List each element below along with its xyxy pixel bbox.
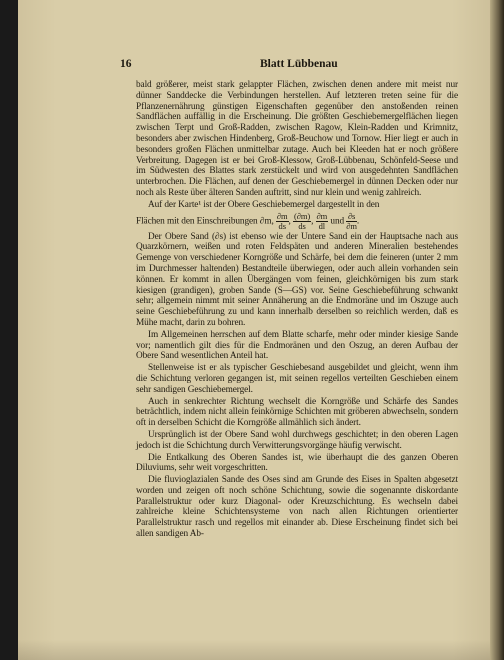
page-bottom-shadow [18, 640, 490, 660]
paragraph: bald größerer, meist stark gelappter Flächen, zwischen denen andere mit meist nur dünner Sanddecke die Verbindungen herstellen. Auf letzteren treten seine für die Pflanzenernährung günstigen Eigenschaften gegenüber den anstoßenden reinen Sandflächen auffällig in die Erscheinung. Die größten Geschiebemergelflächen liegen zwischen Terpt und Groß-Radden, zwischen Ragow, Klein-Radden und Krimnitz, besonders aber zwischen Hindenberg, Groß-Beuchow und Tornow. Hier liegt er auch in besonders großen Flächen unmittelbar zutage. Auch bei Kleeden hat er noch größere Verbreitung. Dagegen ist er bei Groß-Klessow, Groß-Lübbenau, Schönfeld-Seese und im Südwesten des Blattes stark zerstückelt und wird von ausgedehnten Sandflächen unterbrochen. Die Flächen, auf denen der Geschiebemergel in dünnen Decken oder nur noch als Reste über älteren Sanden auftritt, sind nur klein und wenig zahlreich. [136, 80, 458, 198]
fraction: $\frac{\partial m}{dl}$ [316, 210, 328, 231]
running-header [120, 58, 460, 74]
fraction: $\frac{(\partial m)}{ds}$ [294, 210, 311, 231]
fraction: $\frac{\partial m}{ds}$ [276, 210, 288, 231]
formula-line: Flächen mit den Einschreibungen ∂m, $\frac{\partial m}{ds}$ , $\frac{(\partial m)}{ds}$ , $\frac{\partial m}{dl}$ und $\frac{\partial s}{\partial m}$ . [136, 210, 360, 231]
paragraph: Stellenweise ist er als typischer Geschiebesand ausgebildet und gleicht, wenn ihm die Schichtung verloren gegangen ist, mit seinen regellos verteilten Geschieben einem sehr sandigen Geschiebemergel. [136, 363, 458, 395]
paragraph: Die fluvioglazialen Sande des Oses sind am Grunde des Eises in Spalten abgesetzt worden und zeigen oft noch schöne Schichtung, sowie die sogenannte diskordante Parallelstruktur oder kurz Diagonal- oder Kreuzschichtung. Es wechseln dabei zahlreiche kleine Schichtensysteme von nach allen Richtungen orientierter Parallelstruktur rasch und regellos mit einander ab. Diese Erscheinung findet sich bei allen sandigen Ab- [136, 475, 458, 540]
paragraph: Die Entkalkung des Oberen Sandes ist, wie überhaupt die des ganzen Oberen Diluviums, sehr weit vorgeschritten. [136, 452, 458, 474]
paragraph: Ursprünglich ist der Obere Sand wohl durchwegs geschichtet; in den oberen Lagen jedoch ist die Schichtung durch Verwitterungsvorgänge häufig verwischt. [136, 429, 458, 451]
fraction: $\frac{\partial s}{\partial m}$ [346, 210, 357, 231]
paragraph: Der Obere Sand (∂s) ist ebenso wie der Untere Sand ein der Hauptsache nach aus Quarzkörnern, weißen und roten Feldspäten und anderen Mineralien bestehendes Gemenge von verschiedener Korngröße und Schärfe, bei dem die feineren (unter 2 mm im Durchmesser haltenden) Bestandteile überwiegen, oder auch allein vorhanden sein können. Er kommt in allen Übergängen vom feinen, gleichkörnigen bis zum stark kiesigen (grandigen), groben Sande (S—GS) vor. Seine Geschiebeführung schwankt sehr; allgemein nimmt mit seiner Annäherung an die Endmoräne und im Oszuge auch seine Geschiebeführung zu und kann innerhalb derselben so reichlich werden, daß es Mühe macht, darin zu bohren. [136, 231, 458, 328]
formula-paragraph [136, 200, 458, 211]
formula-and: und [330, 216, 345, 227]
body-text [136, 80, 458, 540]
paragraph: Auch in senkrechter Richtung wechselt die Korngröße und Schärfe des Sandes beträchtlich, indem nicht allein feinkörnige Schichten mit gröberen abwechseln, sondern oft in derselben Schicht die Korngröße allmählich sich ändert. [136, 396, 458, 429]
page-title: Blatt Lübbenau [260, 58, 338, 70]
page-number: 16 [120, 58, 132, 70]
formula-intro: Auf der Karte¹ ist der Obere Geschiebemergel dargestellt in den [148, 199, 380, 210]
formula-prefix: Flächen mit den Einschreibungen ∂m, [136, 216, 274, 227]
book-spine-shadow [490, 0, 504, 660]
book-page [18, 0, 490, 660]
paragraph: Im Allgemeinen herrschen auf dem Blatte scharfe, mehr oder minder kiesige Sande vor; namentlich gilt dies für die Endmoränen und den Oszug, an deren Aufbau der Obere Sand wesentlichen Anteil hat. [136, 329, 458, 362]
